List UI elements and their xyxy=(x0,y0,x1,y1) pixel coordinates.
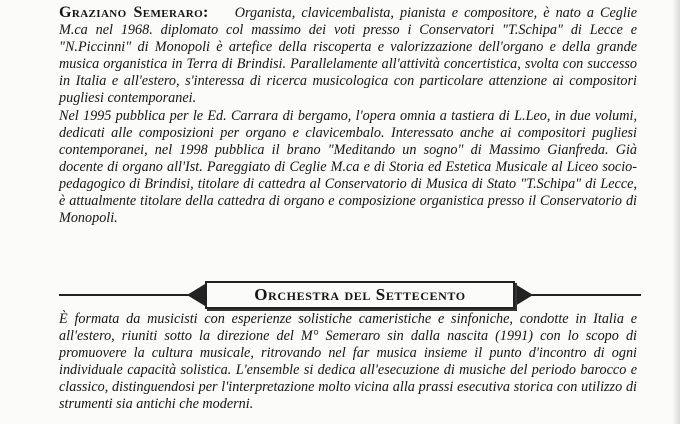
bio-paragraph-1 xyxy=(59,4,637,108)
page-edge-shadow xyxy=(672,0,680,424)
musician-name: Graziano Semeraro: xyxy=(59,4,209,21)
section-heading: Orchestra del Settecento xyxy=(254,285,466,304)
section-divider xyxy=(59,279,641,309)
bio-section xyxy=(59,4,637,227)
orchestra-paragraph: È formata da musicisti con esperienze solistiche cameristiche e sinfoniche, condotte in Italia e all'estero, riuniti sotto la direzione del M° Semeraro sin dalla nascita (1991) con lo scopo di promuovere la cultura musicale, ritrovando nel far musica insieme il punto d'incontro di ogni individuale capacità solistica. L'ensemble si dedica all'esecuzione di musiche del periodo barocco e classico, distinguendosi per l'interpretazione molto vicina alla prassi esecutiva storica con utilizzo di strumenti sia antichi che moderni. xyxy=(59,311,637,413)
right-arrow-ornament xyxy=(515,284,533,306)
section-heading-box xyxy=(205,281,515,309)
bio-paragraph-2: Nel 1995 pubblica per le Ed. Carrara di bergamo, l'opera omnia a tastiera di L.Leo, in due volumi, dedicati alle composizioni per organo e clavicembalo. Interessato anche ai compositori pugliesi contemporanei, nel 1998 pubblica il brano "Meditando un sogno" di Massimo Gianfreda. Già docente di organo all'Ist. Pareggiato di Ceglie M.ca e di Storia ed Estetica Musicale al Liceo socio-pedagogico di Brindisi, titolare di cattedra al Conservatorio di Musica di Stato "T.Schipa" di Lecce, è attualmente titolare della cattedra di organo e composizione organistica presso il Conservatorio di Monopoli. xyxy=(59,107,637,227)
orchestra-section xyxy=(59,311,637,414)
bio-paragraph-1-text: Organista, clavicembalista, pianista e compositore, è nato a Ceglie M.ca nel 1968. diplomato col massimo dei voti presso i Conservatori "T.Schipa" di Lecce e "N.Piccinni" di Monopoli è artefice della riscoperta e valorizzazione dell'organo e della grande musica organistica in Terra di Brindisi. Parallelamente all'attività concertistica, svolta con successo in Italia e all'estero, s'interessa di ricerca musicologica con particolare attenzione ai compositori pugliesi contemporanei. xyxy=(59,5,638,107)
left-arrow-ornament xyxy=(187,284,205,306)
